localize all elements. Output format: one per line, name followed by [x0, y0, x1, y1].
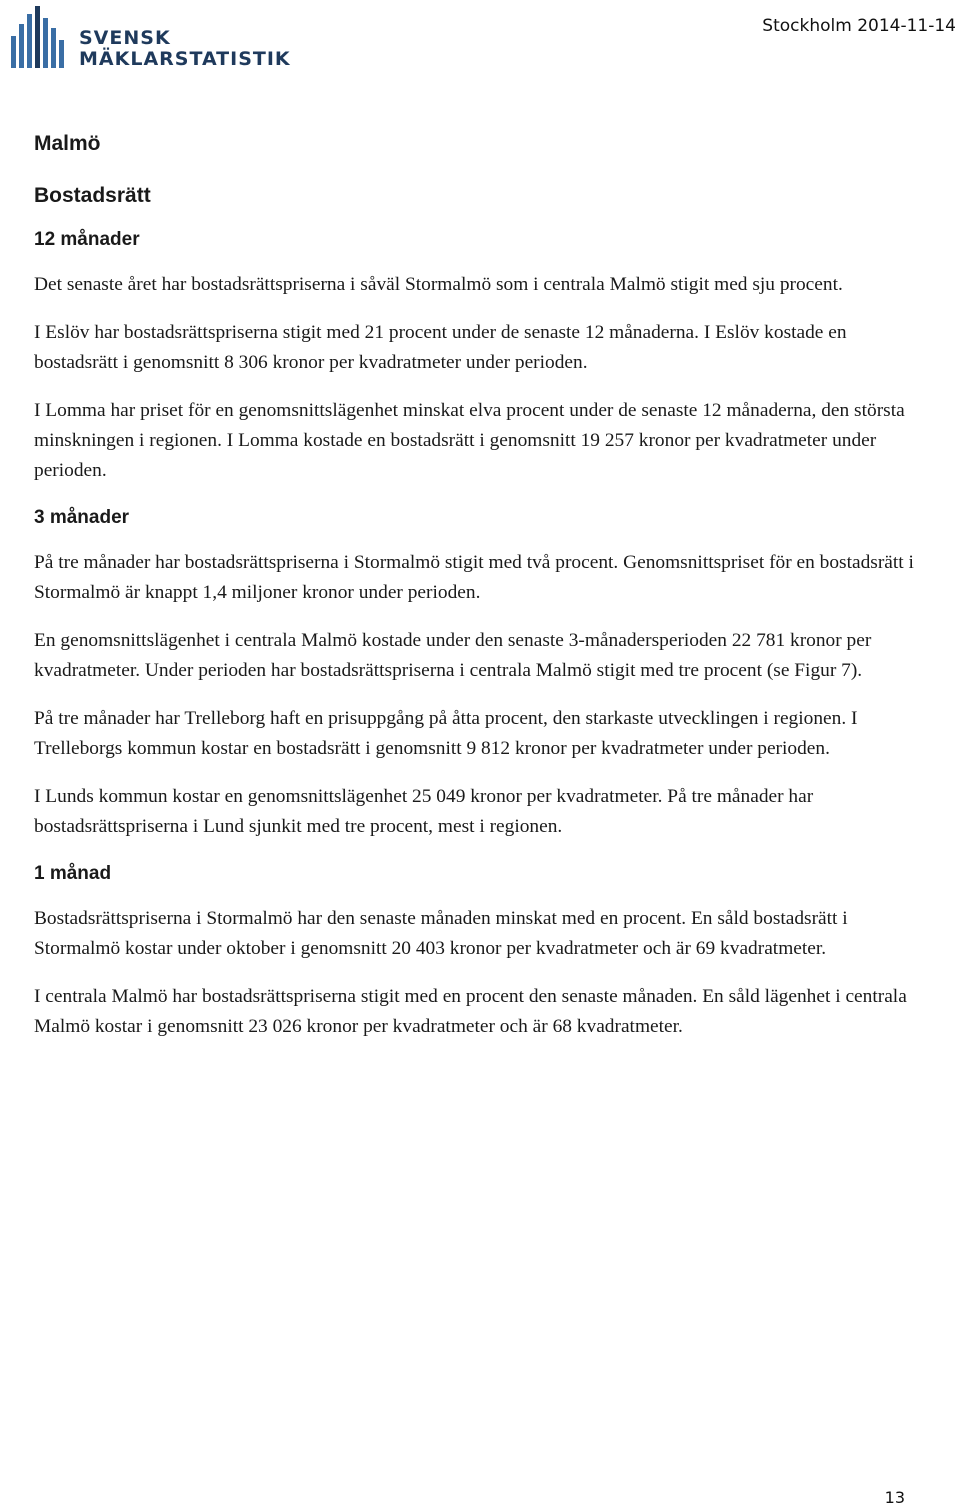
section-heading-12-months: 12 månader [34, 229, 140, 250]
section-heading-3-months: 3 månader [34, 507, 130, 528]
paragraph: I Eslöv har bostadsrättspriserna stigit med 21 procent under de senaste 12 månaderna. I Eslöv kostade en bostadsrätt i genomsnitt 8 306 kronor per kvadratmeter under perioden. [34, 322, 847, 373]
paragraph: I Lunds kommun kostar en genomsnittslägenhet 25 049 kronor per kvadratmeter. På tre månader har bostadsrättspriserna i Lund sjunkit med tre procent, mest i regionen. [34, 786, 814, 837]
document-date: Stockholm 2014-11-14 [762, 16, 956, 36]
paragraph: På tre månader har Trelleborg haft en prisuppgång på åtta procent, den starkaste utvecklingen i regionen. I Trelleborgs kommun kostar en bostadsrätt i genomsnitt 9 812 kronor per kvadratmeter under perioden. [34, 708, 858, 759]
logo-bars-icon [9, 6, 71, 70]
paragraph: Det senaste året har bostadsrättspriserna i såväl Stormalmö som i centrala Malmö stigit med sju procent. [34, 274, 843, 295]
paragraph: På tre månader har bostadsrättspriserna i Stormalmö stigit med två procent. Genomsnittspriset för en bostadsrätt i Stormalmö är knappt 1,4 miljoner kronor under perioden. [34, 552, 914, 603]
svensk-maklarstatistik-logo [9, 6, 291, 70]
logo-text [79, 28, 291, 70]
logo-line-1: SVENSK [79, 27, 171, 49]
paragraph: I centrala Malmö har bostadsrättspriserna stigit med en procent den senaste månaden. En såld lägenhet i centrala Malmö kostar i genomsnitt 23 026 kronor per kvadratmeter och är 68 kvadratmeter. [34, 986, 907, 1037]
housing-type-heading: Bostadsrätt [34, 184, 151, 207]
page-number: 13 [884, 1488, 905, 1507]
paragraph: Bostadsrättspriserna i Stormalmö har den senaste månaden minskat med en procent. En såld bostadsrätt i Stormalmö kostar under oktober i genomsnitt 20 403 kronor per kvadratmeter och är 69 kvadratmeter. [34, 908, 848, 959]
section-heading-1-month: 1 månad [34, 863, 112, 884]
document-body [34, 128, 914, 1060]
page-header [0, 0, 960, 80]
paragraph: I Lomma har priset för en genomsnittslägenhet minskat elva procent under de senaste 12 månaderna, den största minskningen i regionen. I Lomma kostade en bostadsrätt i genomsnitt 19 257 kronor per kvadratmeter under perioden. [34, 400, 905, 481]
logo-line-2: MÄKLARSTATISTIK [79, 48, 291, 70]
paragraph: En genomsnittslägenhet i centrala Malmö kostade under den senaste 3-månadersperioden 22 781 kronor per kvadratmeter. Under perioden har bostadsrättspriserna i centrala Malmö stigit med tre procent (se Figur 7). [34, 630, 872, 681]
city-heading: Malmö [34, 132, 101, 155]
